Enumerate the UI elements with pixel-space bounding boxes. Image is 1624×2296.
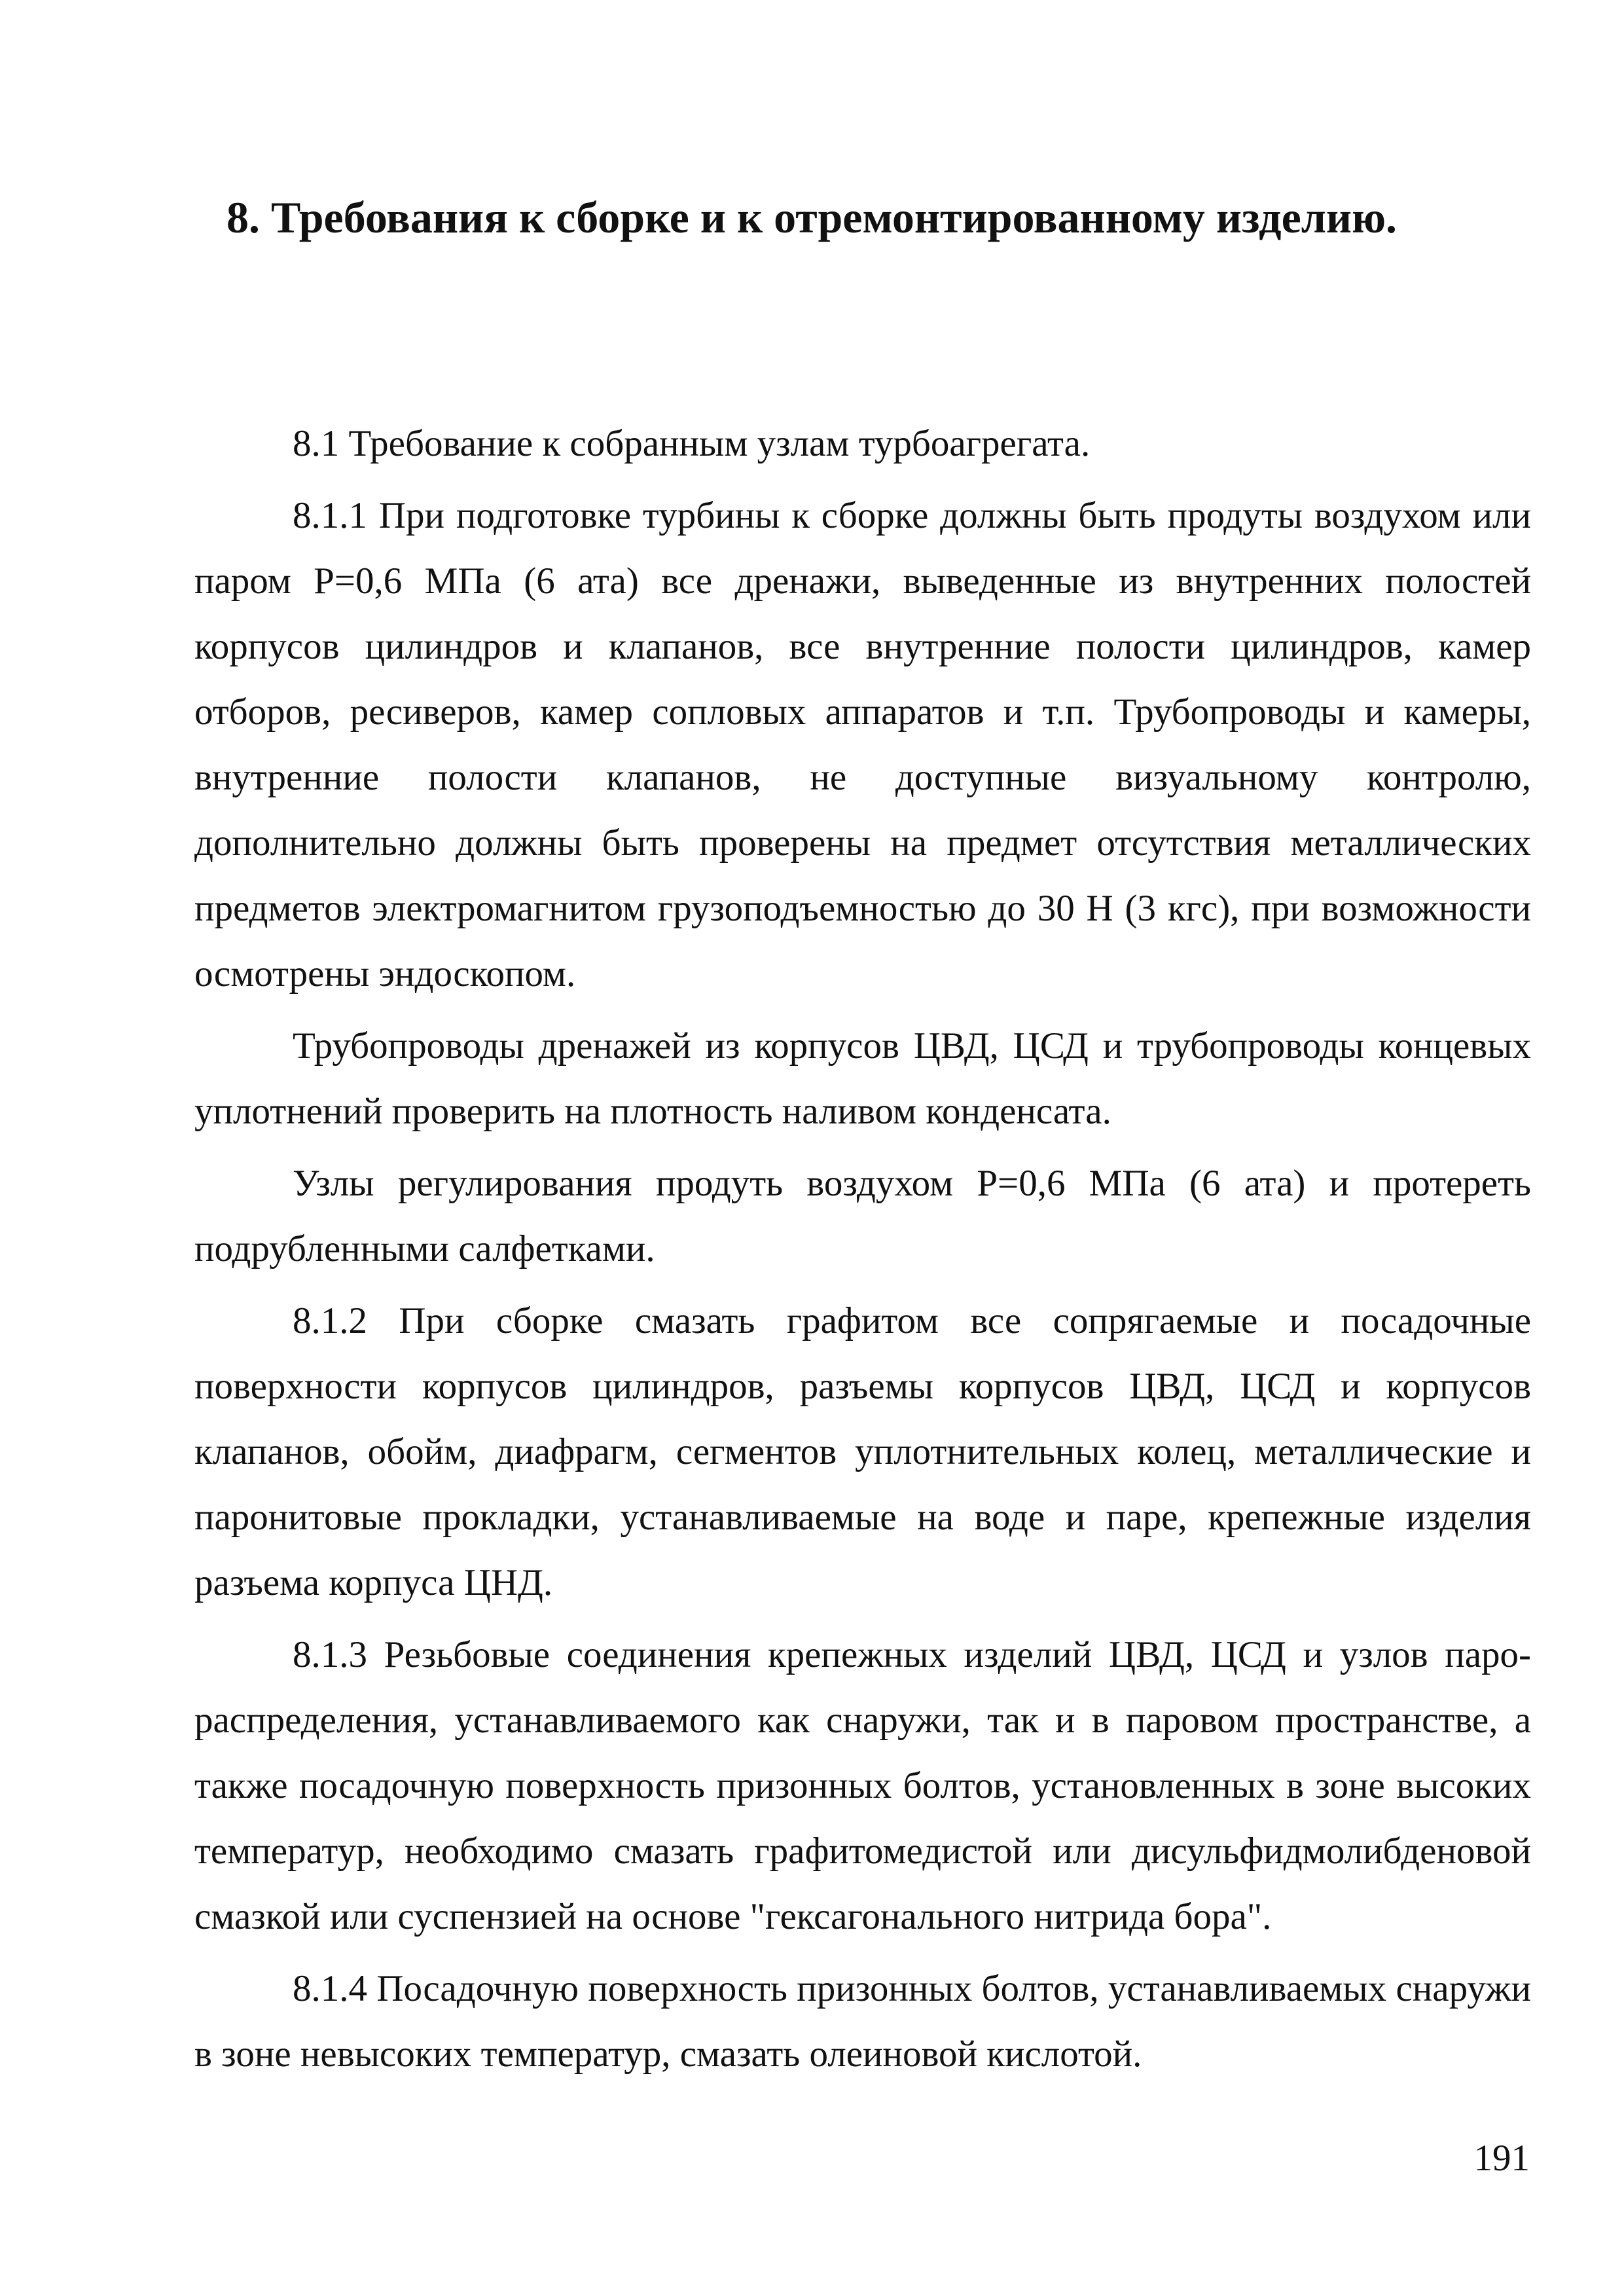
- paragraph-8-1-3: 8.1.3 Резьбовые соединения крепежных изделий ЦВД, ЦСД и узлов парораспределения, устанавливаемого как снаружи, так и в паровом пространстве, а также посадочную поверхность призонных болтов, установленных в зоне высоких температур, необходимо смазать графитомедистой или дисульфидмолибденовой смазкой или суспензией на основе "гексагонального нитрида бора".: [194, 1634, 1531, 1937]
- paragraph-8-1-4: 8.1.4 Посадочную поверхность призонных болтов, устанавливаемых снаружи в зоне невысоких температур, смазать олеиновой кислотой.: [194, 1968, 1531, 2075]
- page-number: 191: [1473, 2138, 1530, 2179]
- paragraph-8-1-1: 8.1.1 При подготовке турбины к сборке должны быть продуты воздухом или паром Р=0,6 МПа (6 ата) все дренажи, выведенные из внутренних полостей корпусов цилиндров и клапанов, все внутренние полости цилиндров, камер отборов, ресиверов, камер сопловых аппаратов и т.п. Трубопроводы и камеры, внутренние полости клапанов, не доступные визуальному контролю, дополнительно должны быть проверены на предмет отсутствия металлических предметов электромагнитом грузоподъемностью до 30 Н (3 кгс), при возможности осмотрены эндоскопом.: [194, 495, 1531, 994]
- paragraph-drain-pipes: Трубопроводы дренажей из корпусов ЦВД, ЦСД и трубопроводы концевых уплотнений проверить на плотность наливом конденсата.: [194, 1025, 1531, 1132]
- paragraph-8-1: 8.1 Требование к собранным узлам турбоагрегата.: [293, 423, 1091, 464]
- section-heading: 8. Требования к сборке и к отремонтированному изделию.: [226, 192, 1398, 242]
- paragraph-8-1-2: 8.1.2 При сборке смазать графитом все сопрягаемые и посадочные поверхности корпусов цилиндров, разъемы корпусов ЦВД, ЦСД и корпусов клапанов, обойм, диафрагм, сегментов уплотнительных колец, металлические и паронитовые прокладки, устанавливаемые на воде и паре, крепежные изделия разъема корпуса ЦНД.: [194, 1300, 1531, 1603]
- body-text: [194, 411, 1531, 2094]
- paragraph-regulation-units: Узлы регулирования продуть воздухом Р=0,6 МПа (6 ата) и протереть подрубленными салфетками.: [194, 1163, 1531, 1269]
